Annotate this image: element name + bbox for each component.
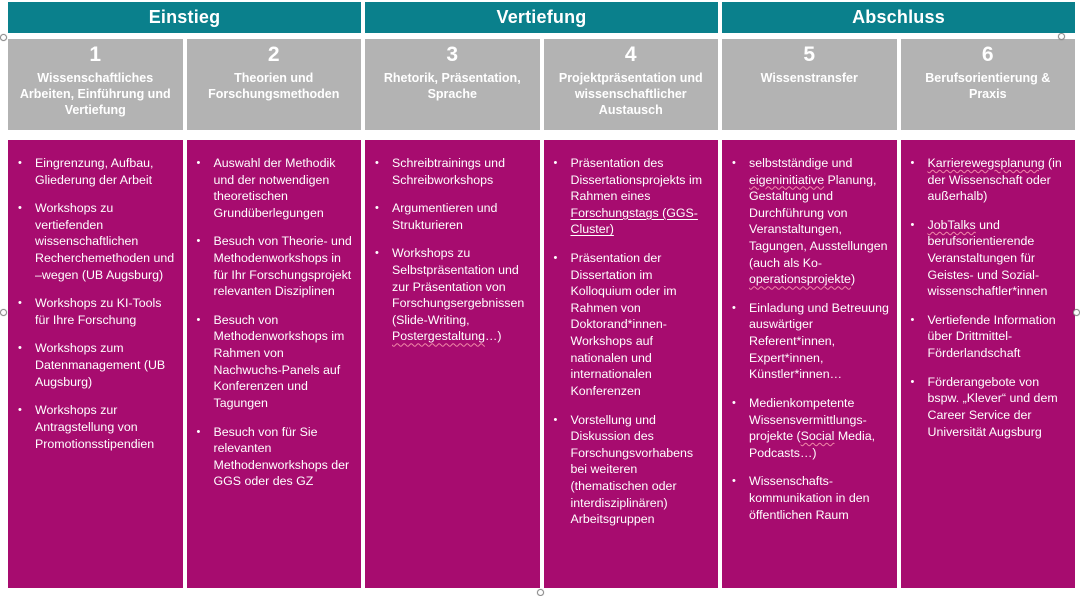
module-header-6: [901, 39, 1076, 130]
module-header-4: [544, 39, 719, 130]
module-title: Wissenschaftliches Arbeiten, Einführung und Vertiefung: [19, 71, 171, 117]
bullet-icon: •: [553, 252, 558, 265]
bullet-text: Besuch von Theorie- und Methodenworkshops in für Ihr Forschungsprojekt relevanten Disziplinen: [213, 234, 352, 299]
phase-band: [8, 2, 1075, 33]
bullet-item: [13, 402, 177, 452]
module-number: 3: [446, 43, 459, 66]
module-number: 5: [803, 43, 816, 66]
phase-vertiefung: Vertiefung: [365, 2, 718, 33]
module-header-band: [8, 39, 1075, 130]
bullet-text: Auswahl der Methodik und der notwendigen theoretischen Grundüberlegungen: [213, 156, 336, 220]
module-header-5: [722, 39, 897, 130]
bullet-item: [906, 312, 1070, 362]
phase-abschluss: Abschluss: [722, 2, 1075, 33]
bullet-icon: •: [196, 313, 201, 326]
module-number: 6: [981, 43, 994, 66]
bullet-icon: •: [375, 157, 379, 169]
bullet-item: [370, 245, 534, 345]
bullet-text: JobTalks und berufsorientierende Veranstaltungen für Geistes- und Sozial-wissenschaftler*innen: [927, 217, 1048, 299]
bullet-icon: •: [375, 202, 379, 215]
bullet-item: [13, 200, 177, 283]
bullet-text: Präsentation des Dissertationsprojekts im Rahmen eines Forschungstags (GGS-Cluster): [570, 156, 703, 237]
bullet-icon: •: [910, 218, 915, 231]
bullet-item: [549, 250, 713, 399]
module-column-6: [901, 140, 1076, 588]
bullet-text: Präsentation der Dissertation im Kolloquium oder im Rahmen von Doktorand*innen-Workshops auf nationalen und internationalen Konferenzen: [570, 251, 677, 398]
bullet-item: [549, 412, 713, 528]
bullet-text: selbstständige und eigeninitiative Planung, Gestaltung und Durchführung von Veranstaltungen, Tagungen, Ausstellungen (auch als Ko-operationsprojekte): [749, 156, 888, 287]
bullet-icon: •: [732, 475, 736, 488]
bullet-text: Schreibtrainings und Schreibworkshops: [392, 156, 505, 187]
bullet-item: [906, 374, 1070, 440]
bullet-text: Workshops zu vertiefenden wissenschaftlichen Recherchemethoden und –wegen (UB Augsburg): [35, 201, 175, 282]
bullet-item: [370, 155, 534, 188]
bullet-item: [192, 424, 356, 490]
bullet-item: [13, 340, 177, 390]
module-header-1: [8, 39, 183, 130]
bullet-icon: •: [553, 413, 558, 426]
selection-handle[interactable]: [0, 34, 7, 41]
bullet-icon: •: [553, 157, 558, 169]
bullet-item: [727, 395, 891, 461]
bullet-item: [727, 155, 891, 288]
bullet-text: Wissenschafts-kommunikation in den öffentlichen Raum: [749, 474, 870, 522]
bullet-item: [370, 200, 534, 233]
bullet-text: Besuch von für Sie relevanten Methodenworkshops der GGS oder des GZ: [213, 424, 350, 489]
bullet-text: Argumentieren und Strukturieren: [392, 201, 498, 232]
selection-handle[interactable]: [0, 309, 7, 316]
module-number: 4: [624, 43, 637, 66]
bullet-icon: •: [18, 297, 22, 310]
bullet-item: [549, 155, 713, 238]
bullet-icon: •: [18, 404, 22, 417]
module-body-band: [8, 140, 1075, 588]
module-title: Rhetorik, Präsentation, Sprache: [383, 71, 521, 101]
module-title: Berufsorientierung & Praxis: [925, 71, 1051, 101]
module-header-2: [187, 39, 362, 130]
bullet-icon: •: [910, 157, 915, 169]
bullet-icon: •: [18, 157, 22, 169]
bullet-text: Workshops zur Antragstellung von Promotionsstipendien: [35, 403, 155, 451]
bullet-icon: •: [910, 375, 915, 388]
module-column-2: [187, 140, 362, 588]
bullet-icon: •: [196, 425, 201, 438]
phase-einstieg: Einstieg: [8, 2, 361, 33]
bullet-icon: •: [375, 247, 379, 260]
bullet-item: [906, 155, 1070, 205]
bullet-icon: •: [196, 157, 201, 169]
bullet-icon: •: [18, 342, 22, 355]
bullet-icon: •: [732, 157, 736, 169]
bullet-icon: •: [732, 396, 736, 409]
selection-handle[interactable]: [1058, 33, 1065, 40]
bullet-text: Förderangebote von bspw. „Klever“ und dem Career Service der Universität Augsburg: [927, 374, 1058, 439]
bullet-text: Einladung und Betreuung auswärtiger Referent*innen, Expert*innen, Künstler*innen…: [749, 300, 889, 382]
bullet-icon: •: [196, 235, 201, 248]
bullet-item: [192, 312, 356, 412]
bullet-item: [13, 295, 177, 328]
bullet-icon: •: [732, 301, 736, 314]
module-number: 2: [267, 43, 280, 66]
bullet-text: Eingrenzung, Aufbau, Gliederung der Arbeit: [35, 156, 154, 187]
bullet-item: [13, 155, 177, 188]
module-title: Wissenstransfer: [760, 71, 858, 85]
module-column-3: [365, 140, 540, 588]
bullet-text: Workshops zum Datenmanagement (UB Augsburg): [35, 341, 166, 389]
bullet-text: Vertiefende Information über Drittmittel-Förderlandschaft: [927, 312, 1056, 361]
bullet-icon: •: [18, 202, 22, 215]
module-column-1: [8, 140, 183, 588]
module-title: Projektpräsentation und wissenschaftlicher Austausch: [558, 71, 703, 117]
bullet-item: [727, 473, 891, 523]
bullet-item: [906, 217, 1070, 300]
bullet-text: Vorstellung und Diskussion des Forschungsvorhabens bei weiteren (thematischen oder interdisziplinären) Arbeitsgruppen: [570, 412, 694, 527]
bullet-item: [192, 233, 356, 299]
selection-handle[interactable]: [537, 589, 544, 596]
bullet-text: Besuch von Methodenworkshops im Rahmen von Nachwuchs-Panels auf Konferenzen und Tagungen: [213, 312, 345, 410]
bullet-icon: •: [910, 313, 915, 326]
selection-handle[interactable]: [1073, 309, 1080, 316]
bullet-text: Workshops zu Selbstpräsentation und zur Präsentation von Forschungsergebnissen (Slide-Writing, Postergestaltung…): [392, 246, 525, 344]
bullet-text: Medienkompetente Wissensvermittlungs-projekte (Social Media, Podcasts…): [749, 395, 876, 460]
bullet-item: [727, 300, 891, 383]
module-column-4: [544, 140, 719, 588]
bullet-text: Workshops zu KI-Tools für Ihre Forschung: [35, 296, 162, 327]
module-column-5: [722, 140, 897, 588]
bullet-item: [192, 155, 356, 221]
module-number: 1: [89, 43, 102, 66]
module-header-3: [365, 39, 540, 130]
module-title: Theorien und Forschungsmethoden: [208, 71, 340, 101]
bullet-text: Karrierewegsplanung (in der Wissenschaft oder außerhalb): [927, 156, 1062, 204]
